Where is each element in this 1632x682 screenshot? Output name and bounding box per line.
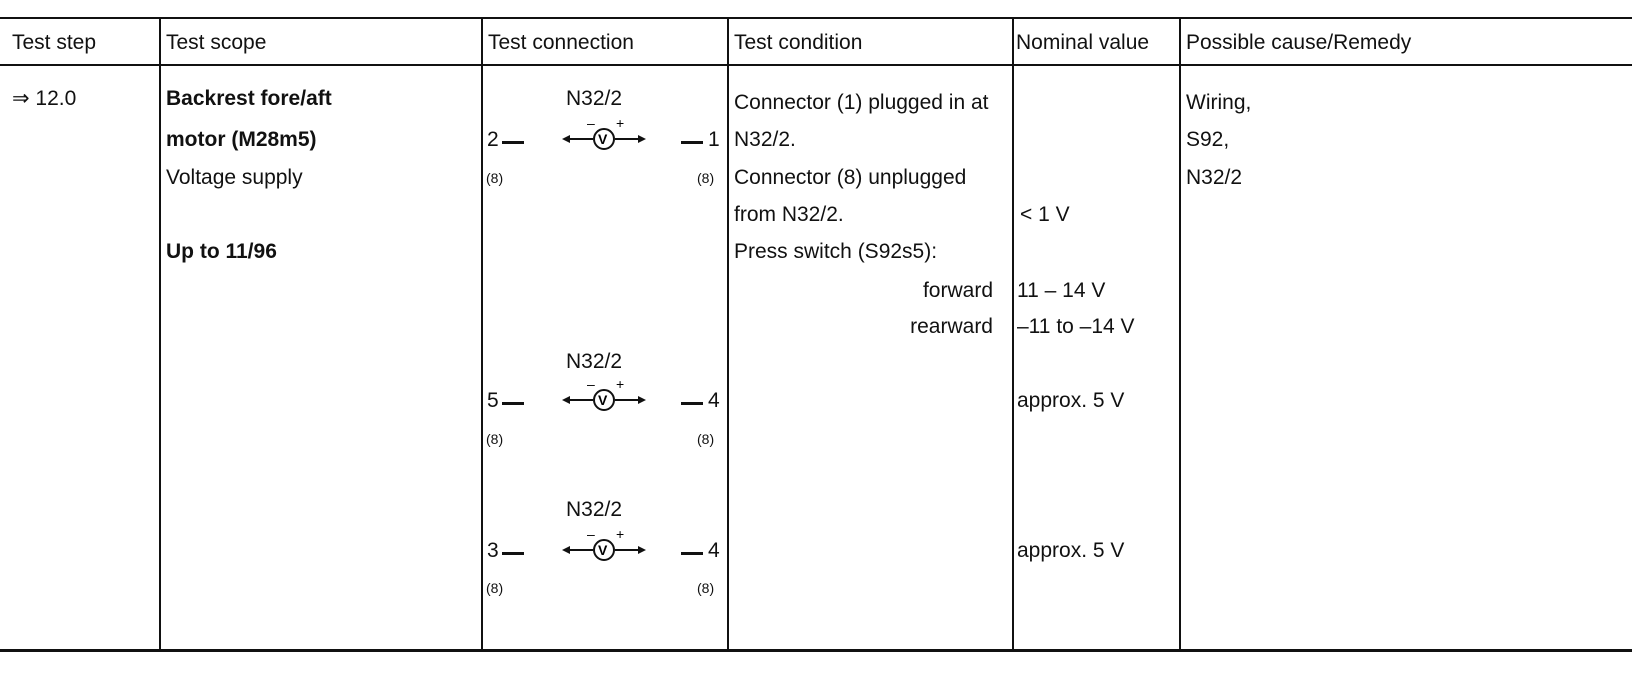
connection-1-component: N32/2	[566, 87, 623, 110]
remedy-line-1: Wiring,	[1186, 91, 1252, 114]
meter-symbol: V	[598, 392, 608, 408]
voltmeter-icon	[560, 110, 650, 158]
connection-1-right-connector: (8)	[697, 170, 715, 186]
col-divider-1	[159, 18, 161, 650]
nominal-value-1: < 1 V	[1020, 203, 1070, 226]
connection-1-right-pin: 1	[708, 128, 720, 151]
connection-2-left-pin: 5	[487, 389, 499, 412]
meter-minus: –	[587, 115, 595, 131]
condition-rearward: rearward	[910, 315, 993, 338]
connection-1-left-pin: 2	[487, 128, 499, 151]
connection-2-component: N32/2	[566, 350, 623, 373]
connection-3-left-connector: (8)	[486, 580, 504, 596]
nominal-value-rearward: –11 to –14 V	[1017, 315, 1135, 338]
col-divider-4	[1012, 18, 1014, 650]
connection-3-component: N32/2	[566, 498, 623, 521]
connection-1-right-lead	[681, 141, 703, 144]
meter-symbol: V	[598, 131, 608, 147]
nominal-value-forward: 11 – 14 V	[1017, 279, 1106, 302]
header-bottom-rule	[0, 64, 1632, 66]
condition-line-1: Connector (1) plugged in at	[734, 91, 989, 114]
connection-3-left-lead	[502, 552, 524, 555]
header-test-step: Test step	[12, 31, 97, 54]
meter-symbol: V	[598, 542, 608, 558]
nominal-value-3: approx. 5 V	[1017, 539, 1125, 562]
condition-line-5: Press switch (S92s5):	[734, 240, 938, 263]
test-step-number: ⇒ 12.0	[12, 87, 77, 110]
header-cause-remedy: Possible cause/Remedy	[1186, 31, 1412, 54]
connection-2-right-lead	[681, 402, 703, 405]
condition-line-2: N32/2.	[734, 128, 796, 151]
connection-3-right-pin: 4	[708, 539, 720, 562]
connection-2-left-connector: (8)	[486, 431, 504, 447]
scope-subtitle: Voltage supply	[166, 166, 303, 189]
table-top-rule	[0, 17, 1632, 19]
remedy-line-2: S92,	[1186, 128, 1230, 151]
voltmeter-icon	[560, 521, 650, 569]
header-test-condition: Test condition	[734, 31, 863, 54]
meter-minus: –	[587, 376, 595, 392]
nominal-value-2: approx. 5 V	[1017, 389, 1125, 412]
meter-plus: +	[616, 376, 625, 392]
connection-1-left-lead	[502, 141, 524, 144]
condition-line-3: Connector (8) unplugged	[734, 166, 967, 189]
meter-plus: +	[616, 526, 625, 542]
connection-1-left-connector: (8)	[486, 170, 504, 186]
condition-forward: forward	[922, 279, 993, 302]
col-divider-5	[1179, 18, 1181, 650]
col-divider-2	[481, 18, 483, 650]
scope-validity-note: Up to 11/96	[166, 240, 277, 263]
remedy-line-3: N32/2	[1186, 166, 1243, 189]
col-divider-3	[727, 18, 729, 650]
connection-3-right-connector: (8)	[697, 580, 715, 596]
meter-minus: –	[587, 526, 595, 542]
scope-title-line2: motor (M28m5)	[166, 128, 317, 151]
header-test-scope: Test scope	[166, 31, 267, 54]
scope-title-line1: Backrest fore/aft	[166, 87, 332, 110]
connection-2-right-connector: (8)	[697, 431, 715, 447]
connection-2-left-lead	[502, 402, 524, 405]
header-nominal-value: Nominal value	[1016, 31, 1150, 54]
voltmeter-icon	[560, 371, 650, 419]
connection-3-right-lead	[681, 552, 703, 555]
meter-plus: +	[616, 115, 625, 131]
header-test-connection: Test connection	[488, 31, 634, 54]
table-bottom-rule	[0, 649, 1632, 652]
condition-line-4: from N32/2.	[734, 203, 844, 226]
connection-3-left-pin: 3	[487, 539, 499, 562]
connection-2-right-pin: 4	[708, 389, 720, 412]
